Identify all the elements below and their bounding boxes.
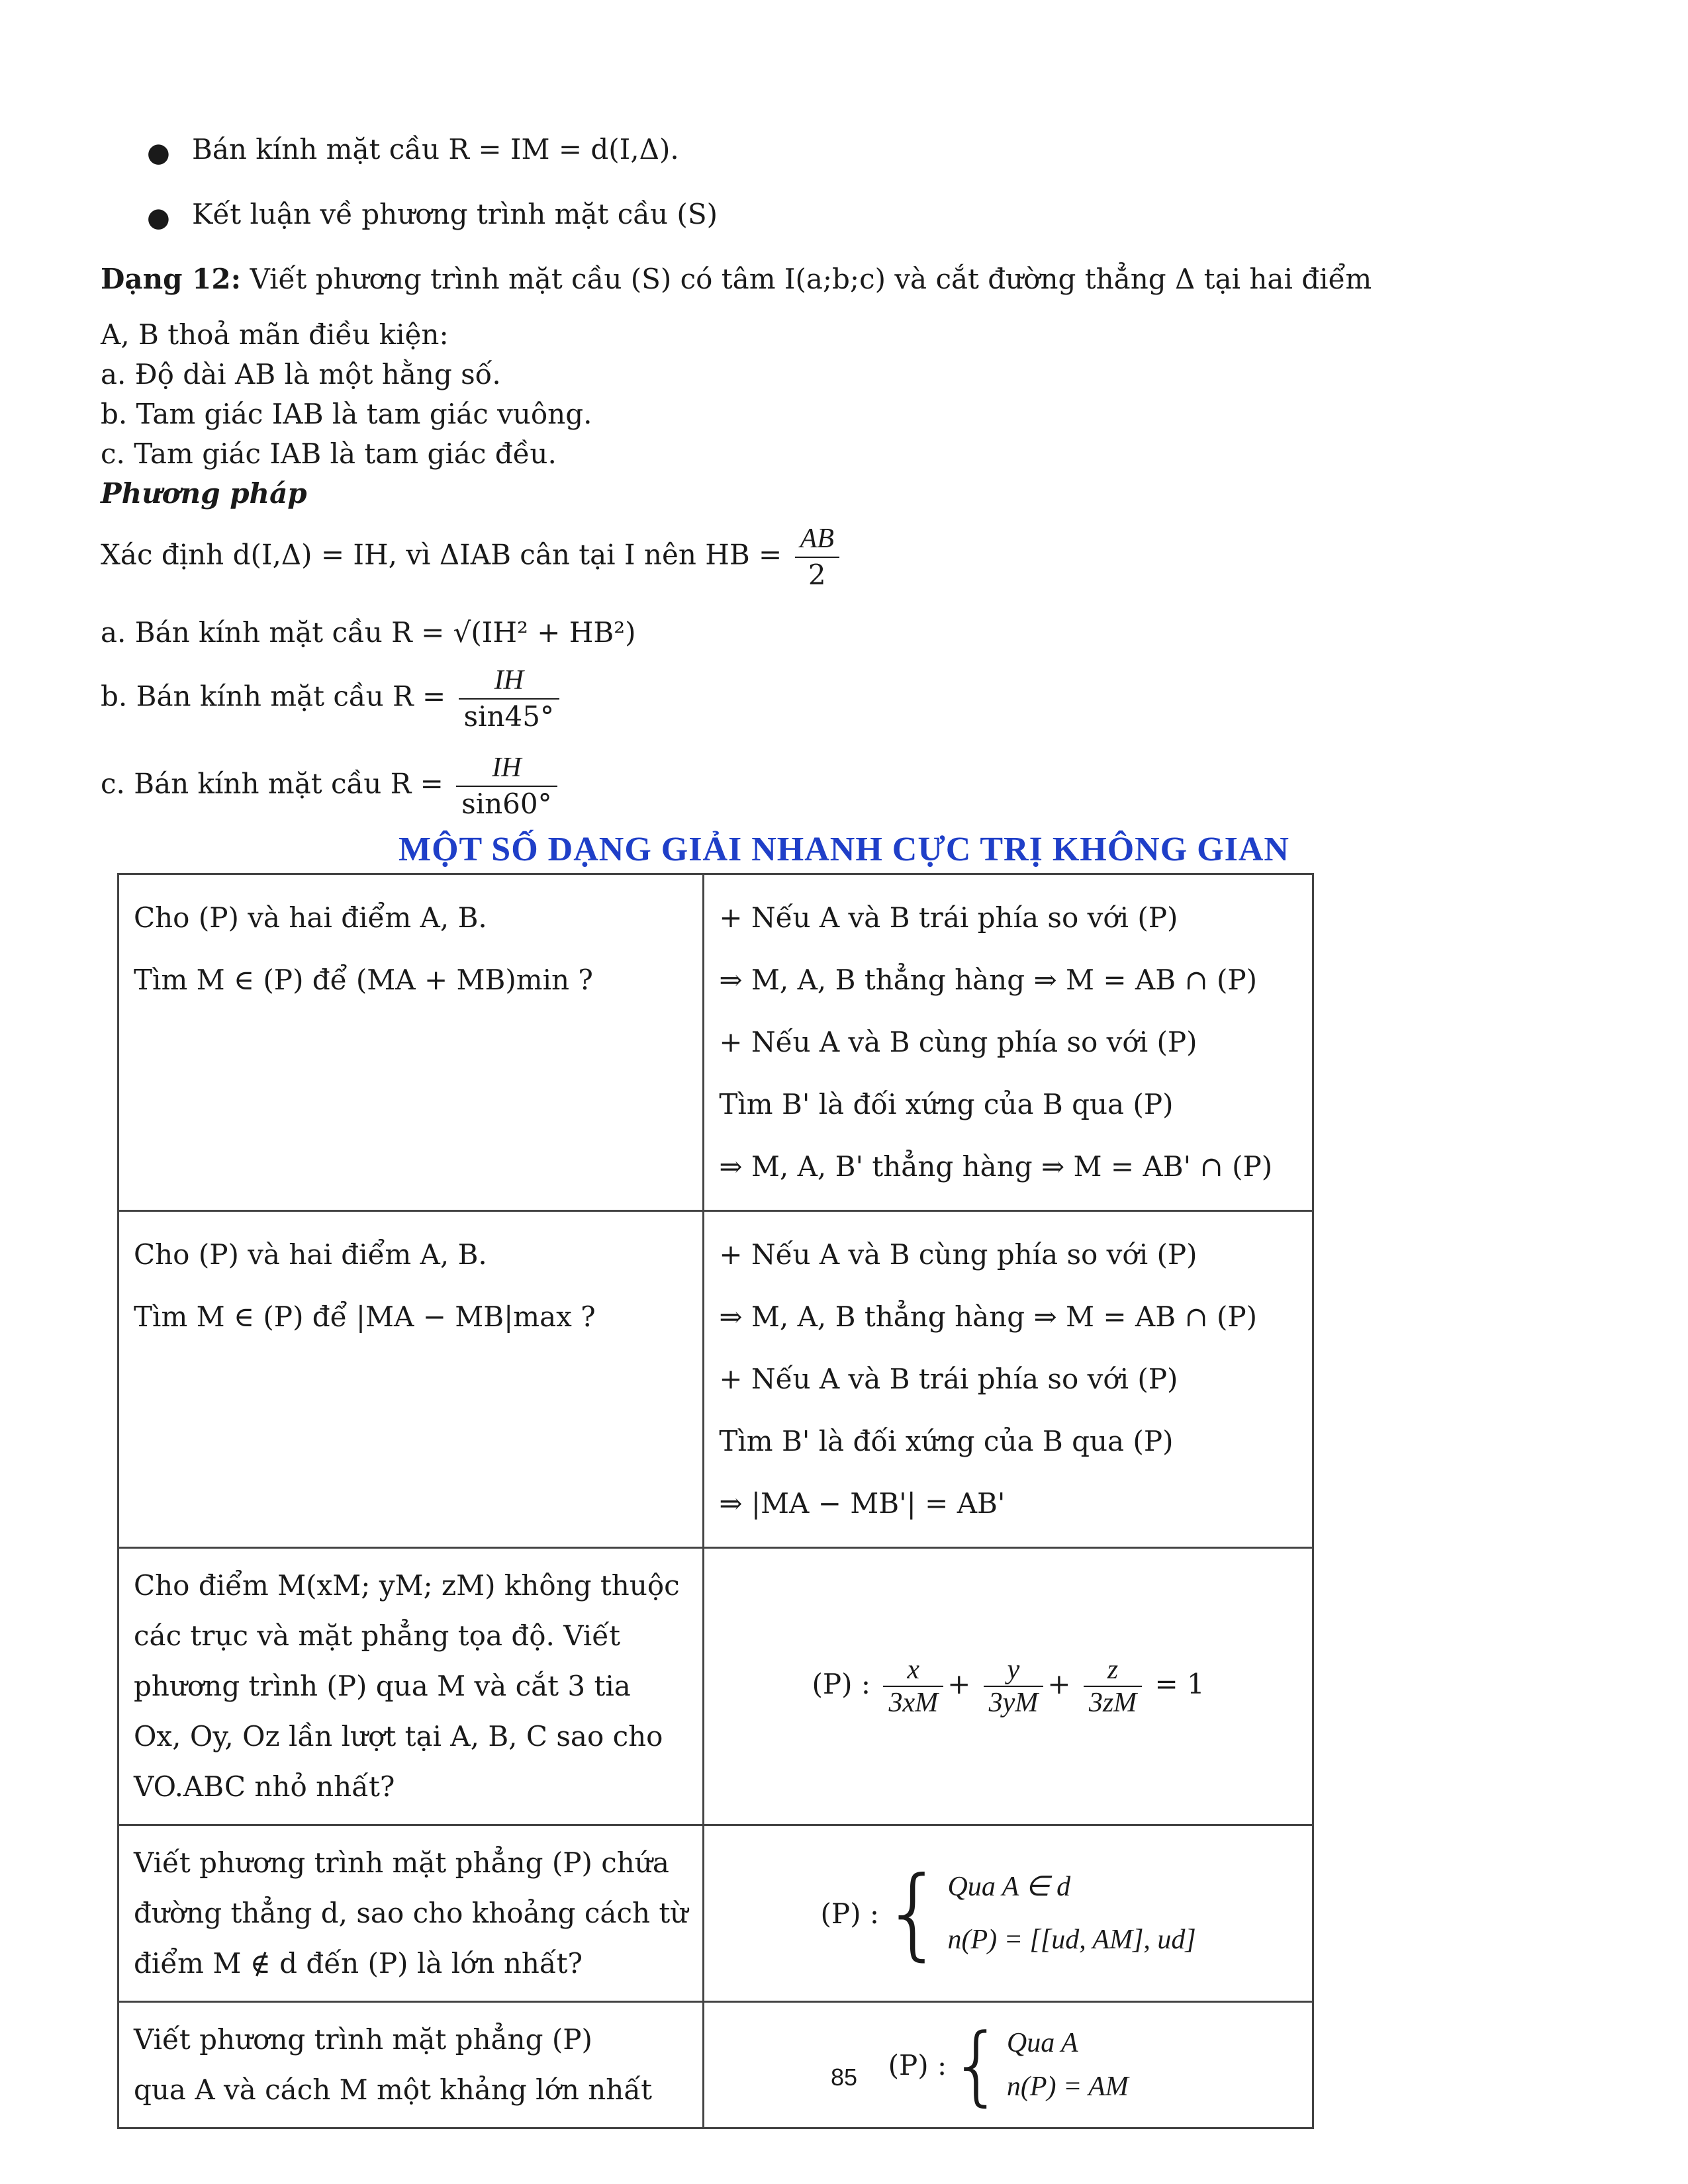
left-brace-icon: { bbox=[949, 2015, 1004, 2115]
cell-line: điểm M ∉ d đến (P) là lớn nhất? bbox=[134, 1947, 583, 1979]
system-lines bbox=[948, 1860, 1196, 1966]
dang12-label: Dạng 12: bbox=[101, 263, 242, 295]
frac-num: y bbox=[984, 1654, 1044, 1687]
dang12-b: b. Tam giác IAB là tam giác vuông. bbox=[101, 398, 592, 430]
page-number: 85 bbox=[830, 2064, 858, 2091]
frac-den: 2 bbox=[808, 558, 826, 591]
section-title: MỘT SỐ DẠNG GIẢI NHANH CỰC TRỊ KHÔNG GIAN bbox=[399, 831, 1289, 868]
cell-line: ⇒ M, A, B thẳng hàng ⇒ M = AB ∩ (P) bbox=[719, 1300, 1258, 1333]
fraction bbox=[459, 663, 559, 734]
frac-den: sin60° bbox=[461, 787, 552, 820]
frac-num: z bbox=[1084, 1654, 1142, 1687]
dang12-text2: A, B thoả mãn điều kiện: bbox=[101, 318, 449, 351]
cell-line: ⇒ M, A, B thẳng hàng ⇒ M = AB ∩ (P) bbox=[719, 964, 1258, 996]
cell-line: + Nếu A và B cùng phía so với (P) bbox=[719, 1238, 1197, 1271]
bullet-dot: ● bbox=[147, 203, 170, 233]
system-line: Qua A bbox=[1006, 2028, 1078, 2058]
table-cell-question bbox=[118, 1825, 704, 2002]
equation-system bbox=[820, 1856, 1196, 1971]
cell-line: đường thẳng d, sao cho khoảng cách từ bbox=[134, 1897, 688, 1929]
dang12-a: a. Độ dài AB là một hằng số. bbox=[101, 358, 501, 390]
formula-prefix: (P) : bbox=[888, 2048, 947, 2081]
table-cell-answer: (P) : $\frac{x}{3xM}$ + $\frac{y}{3yM}$ + $\frac{z}{3zM}$ = 1 bbox=[704, 1548, 1313, 1825]
formula-prefix: (P) : bbox=[820, 1897, 880, 1930]
cell-line: các trục và mặt phẳng tọa độ. Viết bbox=[134, 1619, 620, 1652]
cell-line: + Nếu A và B trái phía so với (P) bbox=[719, 1363, 1178, 1395]
method-c bbox=[101, 751, 561, 821]
system-line: n(P) = AM bbox=[1006, 2071, 1129, 2102]
table-row bbox=[118, 1211, 1313, 1548]
dang12-text: Viết phương trình mặt cầu (S) có tâm I(a;b;c) và cắt đường thẳng Δ tại hai điểm bbox=[241, 263, 1372, 295]
table-cell-answer bbox=[704, 1211, 1313, 1548]
table-cell-question bbox=[118, 1548, 704, 1825]
table-row bbox=[118, 1825, 1313, 2002]
frac-num: IH bbox=[459, 663, 559, 700]
cell-line: + Nếu A và B cùng phía so với (P) bbox=[719, 1026, 1197, 1058]
fraction bbox=[795, 522, 839, 592]
cell-line: ⇒ |MA − MB'| = AB' bbox=[719, 1487, 1006, 1520]
left-brace-icon: { bbox=[882, 1856, 945, 1971]
table-cell-answer bbox=[704, 1825, 1313, 2002]
cell-line: Cho (P) và hai điểm A, B. bbox=[134, 901, 487, 934]
cell-line: qua A và cách M một khảng lớn nhất bbox=[134, 2073, 652, 2106]
extremum-table bbox=[117, 873, 1314, 2129]
cell-line: Cho (P) và hai điểm A, B. bbox=[134, 1238, 487, 1271]
cell-line: Viết phương trình mặt phẳng (P) bbox=[134, 2023, 592, 2056]
dang12-heading bbox=[101, 262, 1372, 297]
cell-line: + Nếu A và B trái phía so với (P) bbox=[719, 901, 1178, 934]
cell-line: ⇒ M, A, B' thẳng hàng ⇒ M = AB' ∩ (P) bbox=[719, 1150, 1273, 1183]
table-cell-question bbox=[118, 874, 704, 1211]
cell-line: phương trình (P) qua M và cắt 3 tia bbox=[134, 1670, 631, 1702]
table-cell-answer bbox=[704, 874, 1313, 1211]
dang12-c: c. Tam giác IAB là tam giác đều. bbox=[101, 437, 557, 470]
table-row bbox=[118, 1548, 1313, 1825]
method-heading: Phương pháp bbox=[101, 477, 307, 510]
method-c-text: c. Bán kính mặt cầu R = bbox=[101, 767, 444, 800]
formula-suffix: = 1 bbox=[1154, 1668, 1205, 1700]
method-line1-text: Xác định d(I,Δ) = IH, vì ΔIAB cân tại I nên HB = bbox=[101, 538, 782, 571]
method-b-text: b. Bán kính mặt cầu R = bbox=[101, 680, 446, 713]
cell-line: Tìm M ∈ (P) để |MA − MB|max ? bbox=[134, 1300, 596, 1333]
table-row bbox=[118, 874, 1313, 1211]
bullet-conclusion: Kết luận về phương trình mặt cầu (S) bbox=[192, 198, 718, 230]
bullet-dot: ● bbox=[147, 138, 170, 168]
cell-line: VO.ABC nhỏ nhất? bbox=[134, 1770, 395, 1803]
frac-num: IH bbox=[456, 751, 557, 787]
fraction bbox=[984, 1654, 1044, 1719]
system-line: n(P) = [[ud, AM], ud] bbox=[947, 1925, 1196, 1955]
cell-line: Ox, Oy, Oz lần lượt tại A, B, C sao cho bbox=[134, 1720, 663, 1752]
cell-line: Tìm M ∈ (P) để (MA + MB)min ? bbox=[134, 964, 593, 996]
table-cell-question bbox=[118, 1211, 704, 1548]
frac-num: x bbox=[883, 1654, 943, 1687]
system-line: Qua A ∈ d bbox=[947, 1872, 1071, 1902]
formula-prefix: (P) : bbox=[812, 1668, 871, 1700]
cell-line: Viết phương trình mặt phẳng (P) chứa bbox=[134, 1846, 669, 1879]
cell-line: Cho điểm M(xM; yM; zM) không thuộc bbox=[134, 1569, 680, 1602]
fraction bbox=[1084, 1654, 1142, 1719]
cell-line: Tìm B' là đối xứng của B qua (P) bbox=[719, 1425, 1174, 1457]
method-line1 bbox=[101, 522, 843, 592]
bullet-radius: Bán kính mặt cầu R = IM = d(I,Δ). bbox=[192, 133, 679, 165]
frac-den: sin45° bbox=[463, 700, 554, 733]
frac-den: 3yM bbox=[988, 1688, 1039, 1718]
method-a: a. Bán kính mặt cầu R = √(IH² + HB²) bbox=[101, 616, 636, 649]
fraction bbox=[883, 1654, 943, 1719]
fraction bbox=[456, 751, 557, 821]
frac-den: 3xM bbox=[888, 1688, 939, 1718]
frac-den: 3zM bbox=[1088, 1688, 1137, 1718]
frac-num: AB bbox=[795, 522, 839, 558]
method-b bbox=[101, 663, 563, 734]
cell-line: Tìm B' là đối xứng của B qua (P) bbox=[719, 1088, 1174, 1120]
